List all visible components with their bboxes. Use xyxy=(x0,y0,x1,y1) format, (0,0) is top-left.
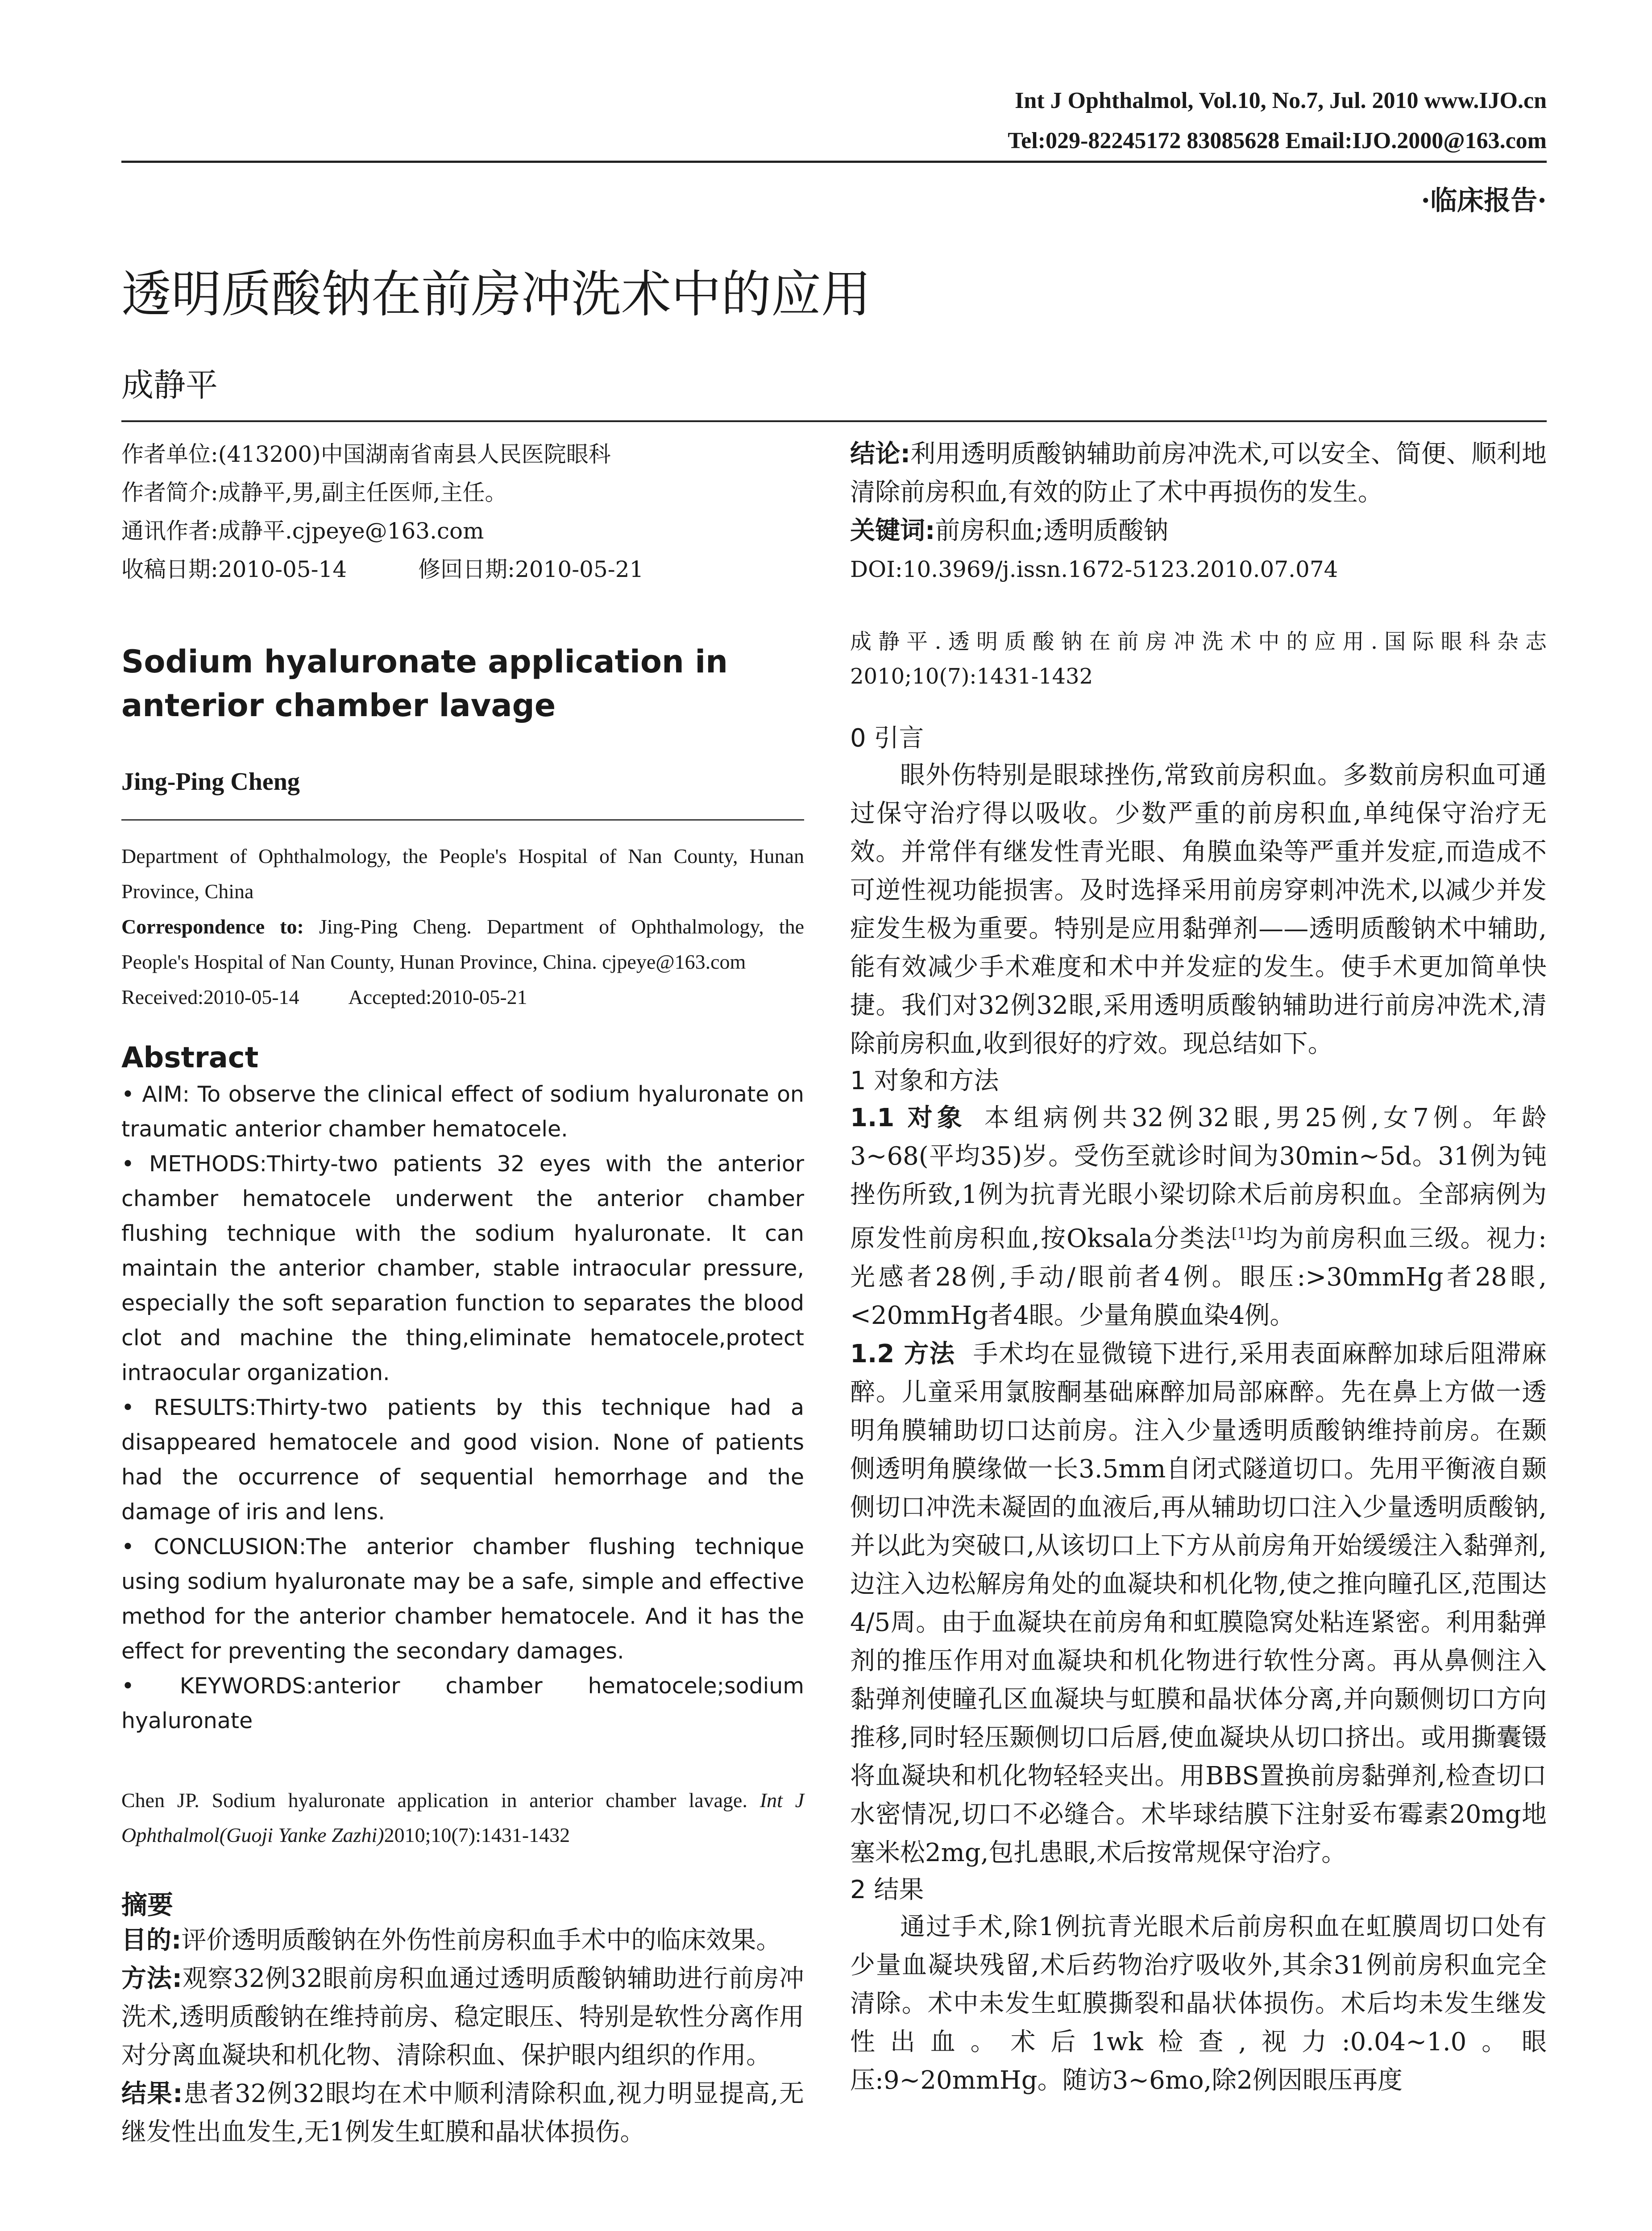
cn-abstract-aim xyxy=(121,1921,804,1960)
right-column xyxy=(850,435,1547,2100)
correspondence-label: Correspondence to: xyxy=(121,915,304,938)
abstract-heading: Abstract xyxy=(121,1041,259,1074)
results-heading: 2 结果 xyxy=(850,1875,924,1904)
section-1-1-label: 1.1 对象 xyxy=(850,1103,967,1132)
citation-journal: Int J Ophthalmol(Guoji Yanke Zazhi) xyxy=(121,1789,805,1846)
abstract-aim: • AIM: To observe the clinical effect of sodium hyaluronate on traumatic anterior chamber hematocele. xyxy=(121,1082,804,1142)
english-meta xyxy=(121,838,804,1015)
dates xyxy=(121,550,804,589)
chinese-citation: 成静平.透明质酸钠在前房冲洗术中的应用.国际眼科杂志 2010;10(7):1431-1432 xyxy=(850,629,1547,689)
left-column xyxy=(121,435,804,2152)
author-unit: 作者单位:(413200)中国湖南省南县人民医院眼科 xyxy=(121,441,611,467)
cn-results-text: 患者32例32眼均在术中顺利清除积血,视力明显提高,无继发性出血发生,无1例发生虹膜和晶状体损伤。 xyxy=(121,2079,804,2147)
journal-header-line: Int J Ophthalmol, Vol.10, No.7, Jul. 2010 www.IJO.cn xyxy=(1015,88,1547,113)
doi: DOI:10.3969/j.issn.1672-5123.2010.07.074 xyxy=(850,556,1338,582)
cn-methods-text: 观察32例32眼前房积血通过透明质酸钠辅助进行前房冲洗术,透明质酸钠在维持前房、稳定眼压、特别是软性分离作用对分离血凝块和机化物、清除积血、保护眼内组织的作用。 xyxy=(121,1964,805,2070)
received-date: 收稿日期:2010-05-14 xyxy=(121,556,347,582)
english-abstract xyxy=(121,1077,804,1738)
cn-abstract-results xyxy=(121,2075,804,2152)
citation-tail: 2010;10(7):1431-1432 xyxy=(384,1824,570,1846)
cn-conclusion-label: 结论: xyxy=(850,440,911,469)
revised-date: 修回日期:2010-05-21 xyxy=(418,556,644,582)
corresponding-author: 通讯作者:成静平.cjpeye@163.com xyxy=(121,518,484,544)
english-department: Department of Ophthalmology, the People's Hospital of Nan County, Hunan Province, China xyxy=(121,845,804,903)
section-1-1-text-a: 本组病例共32例32眼,男25例,女7例。年龄3~68(平均35)岁。受伤至就诊时间为30min~5d。31例为钝挫伤所致,1例为抗青光眼小梁切除术后前房积血。全部病例为原发性前房积血,按Oksala分类法 xyxy=(850,1103,1547,1253)
journal-contact-line: Tel:029-82245172 83085628 Email:IJO.2000@163.com xyxy=(1008,128,1547,153)
section-1-1 xyxy=(850,1099,1547,1335)
title-rule xyxy=(121,420,1547,422)
cn-conclusion-text: 利用透明质酸钠辅助前房冲洗术,可以安全、简便、顺利地清除前房积血,有效的防止了术中再损伤的发生。 xyxy=(850,440,1547,507)
section-1-1-text-b: 均为前房积血三级。视力:光感者28例,手动/眼前者4例。眼压:>30mmHg者28眼,<20mmHg者4眼。少量角膜血染4例。 xyxy=(850,1224,1547,1330)
correspondence-text: Jing-Ping Cheng. Department of Ophthalmology, the People's Hospital of Nan County, Hunan Province, China. cjpeye@163.com xyxy=(121,915,804,973)
results-paragraph: 通过手术,除1例抗青光眼术后前房积血在虹膜周切口处有少量血凝块残留,术后药物治疗吸收外,其余31例前房积血完全清除。术中未发生虹膜撕裂和晶状体损伤。术后均未发生继发性出血。术后1wk检查,视力:0.04~1.0。眼压:9~20mmHg。随访3~6mo,除2例因眼压再度 xyxy=(850,1912,1547,2095)
cn-abstract-methods xyxy=(121,1960,804,2075)
english-received: Received:2010-05-14 xyxy=(121,986,299,1008)
abstract-conclusion: • CONCLUSION:The anterior chamber flushing technique using sodium hyaluronate may be a safe, simple and effective method for the anterior chamber hematocele. And it has the effect for preventing the secondary damages. xyxy=(121,1534,804,1664)
chinese-abstract-heading: 摘要 xyxy=(121,1890,174,1920)
english-author: Jing-Ping Cheng xyxy=(121,768,300,796)
english-citation xyxy=(121,1783,804,1853)
citation-authors: Chen JP. Sodium hyaluronate application in anterior chamber lavage. xyxy=(121,1789,747,1812)
section-tag: ·临床报告· xyxy=(1421,185,1547,216)
cn-keywords-label: 关键词: xyxy=(850,516,935,545)
author-intro: 作者简介:成静平,男,副主任医师,主任。 xyxy=(121,480,507,506)
english-correspondence xyxy=(121,909,804,979)
abstract-methods: • METHODS:Thirty-two patients 32 eyes with the anterior chamber hematocele underwent the anterior chamber flushing technique with the sodium hyaluronate. It can maintain the anterior chamber, stable intraocular pressure, especially the soft separation function to separates the blood clot and machine the thing,eliminate hematocele,protect intraocular organization. xyxy=(121,1151,804,1385)
article-title: 透明质酸钠在前房冲洗术中的应用 xyxy=(121,265,871,323)
english-rule xyxy=(121,819,804,821)
reference-marker: [1] xyxy=(1232,1225,1252,1242)
author-meta xyxy=(121,435,804,589)
cn-abstract-keywords xyxy=(850,512,1547,550)
abstract-keywords: • KEYWORDS:anterior chamber hematocele;sodium hyaluronate xyxy=(121,1673,804,1733)
methods-heading: 1 对象和方法 xyxy=(850,1066,999,1095)
intro-heading: 0 引言 xyxy=(850,724,924,753)
section-1-2-label: 1.2 方法 xyxy=(850,1339,955,1368)
section-1-2-text: 手术均在显微镜下进行,采用表面麻醉加球后阻滞麻醉。儿童采用氯胺酮基础麻醉加局部麻醉。先在鼻上方做一透明角膜辅助切口达前房。注入少量透明质酸钠维持前房。在颞侧透明角膜缘做一长3.5mm自闭式隧道切口。先用平衡液自颞侧切口冲洗未凝固的血液后,再从辅助切口注入少量透明质酸钠,并以此为突破口,从该切口上下方从前房角开始缓缓注入黏弹剂,边注入边松解房角处的血凝块和机化物,使之推向瞳孔区,范围达4/5周。由于血凝块在前房角和虹膜隐窝处粘连紧密。利用黏弹剂的推压作用对血凝块和机化物进行软性分离。再从鼻侧注入黏弹剂使瞳孔区血凝块与虹膜和晶状体分离,并向颞侧切口方向推移,同时轻压颞侧切口后唇,使血凝块从切口挤出。或用撕囊镊将血凝块和机化物轻轻夹出。用BBS置换前房黏弹剂,检查切口水密情况,切口不必缝合。术毕球结膜下注射妥布霉素20mg地塞米松2mg,包扎患眼,术后按常规保守治疗。 xyxy=(850,1339,1547,1867)
cn-results-label: 结果: xyxy=(121,2079,183,2108)
cn-aim-label: 目的: xyxy=(121,1926,182,1955)
cn-methods-label: 方法: xyxy=(121,1964,183,1993)
intro-paragraph: 眼外伤特别是眼球挫伤,常致前房积血。多数前房积血可通过保守治疗得以吸收。少数严重的前房积血,单纯保守治疗无效。并常伴有继发性青光眼、角膜血染等严重并发症,而造成不可逆性视功能损害。及时选择采用前房穿刺冲洗术,以减少并发症发生极为重要。特别是应用黏弹剂——透明质酸钠术中辅助,能有效减少手术难度和术中并发症的发生。使手术更加简单快捷。我们对32例32眼,采用透明质酸钠辅助进行前房冲洗术,清除前房积血,收到很好的疗效。现总结如下。 xyxy=(850,761,1547,1058)
header-rule xyxy=(121,161,1547,163)
cn-aim-text: 评价透明质酸钠在外伤性前房积血手术中的临床效果。 xyxy=(181,1926,781,1955)
section-1-2 xyxy=(850,1335,1547,1872)
english-dates xyxy=(121,979,804,1015)
abstract-results: • RESULTS:Thirty-two patients by this technique had a disappeared hematocele and good vision. None of patients had the occurrence of sequential hemorrhage and the damage of iris and lens. xyxy=(121,1395,804,1525)
article-author: 成静平 xyxy=(121,366,218,404)
english-accepted: Accepted:2010-05-21 xyxy=(348,986,527,1008)
cn-abstract-conclusion xyxy=(850,435,1547,512)
english-title: Sodium hyaluronate application in anterior chamber lavage xyxy=(121,643,728,724)
cn-keywords-text: 前房积血;透明质酸钠 xyxy=(935,516,1169,545)
